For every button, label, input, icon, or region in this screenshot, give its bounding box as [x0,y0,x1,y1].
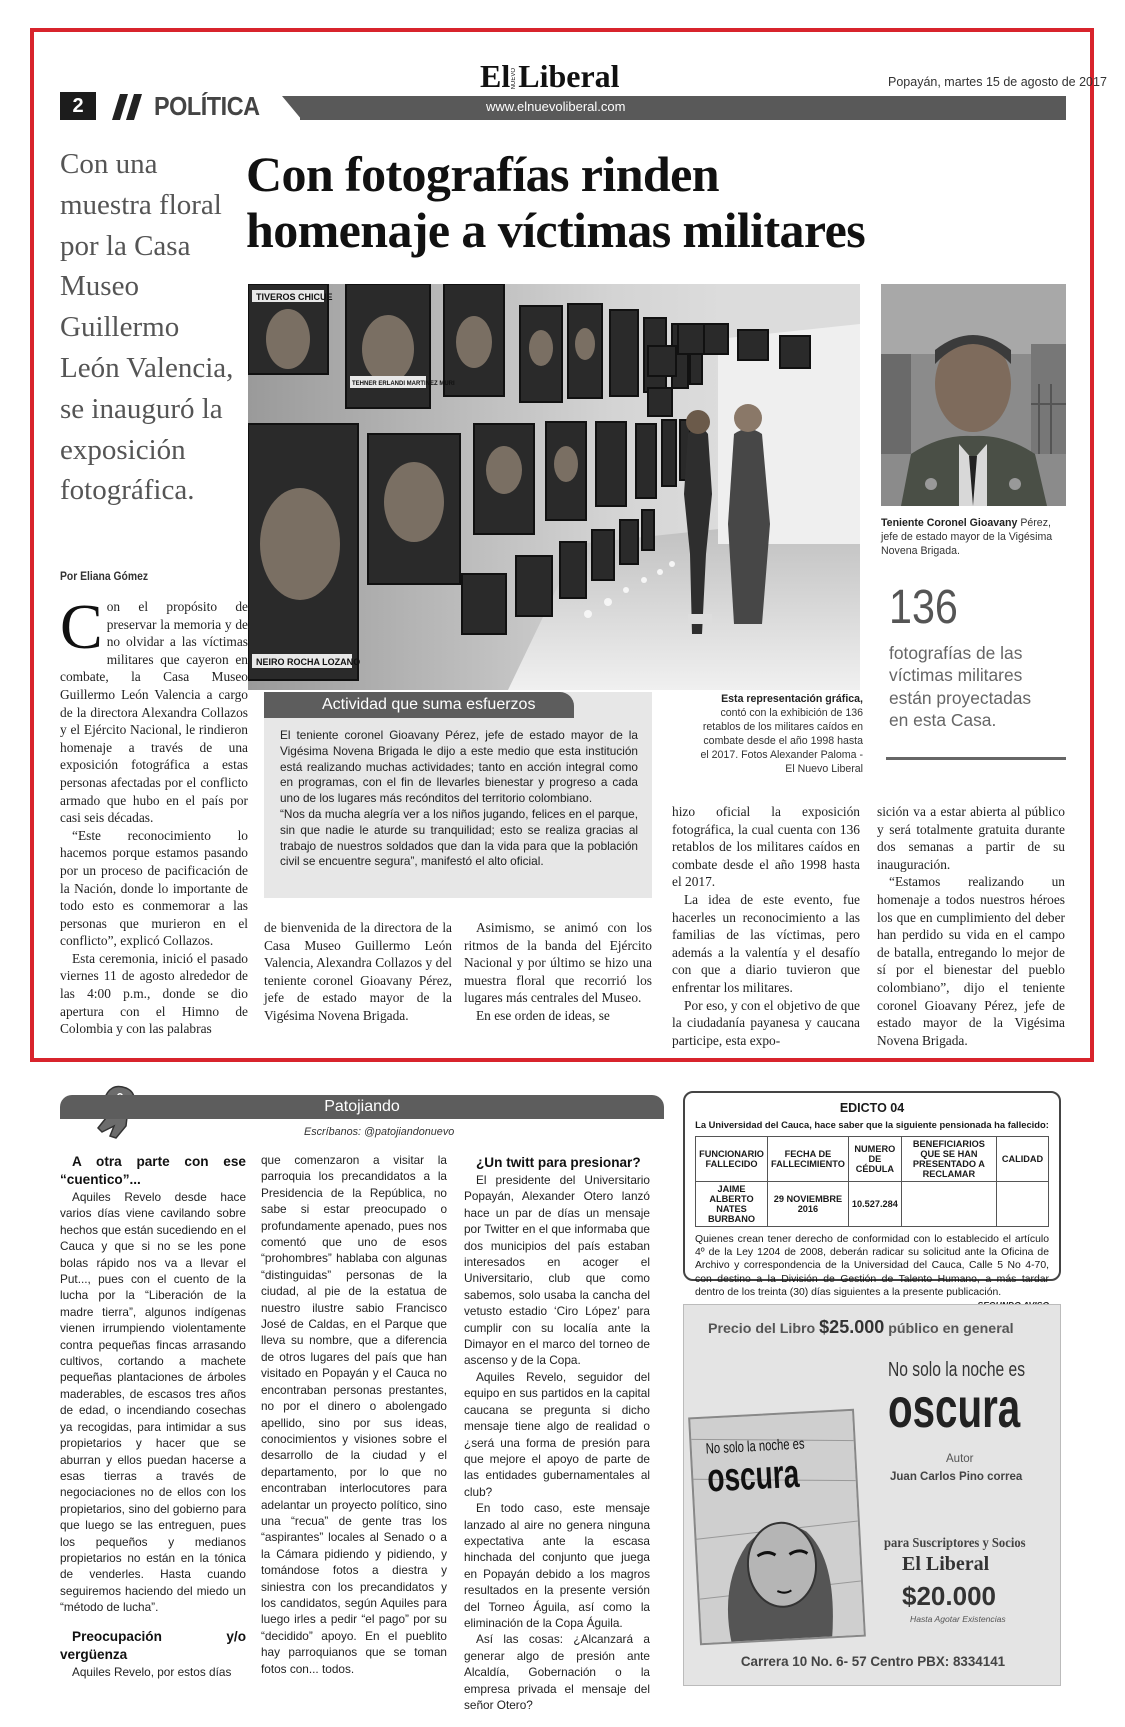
headline-line-2: homenaje a víctimas militares [246,202,866,258]
col3-p1: Asimismo, se animó con los ritmos de la banda del Ejército Nacional y por último se hizo una muestra floral que recorrió los lugares más centrales del Museo. [464,920,652,1006]
cover-text-1: No solo la noche es [705,1435,805,1458]
edicto-body: Quienes crean tener derecho de conformidad con lo establecido el artículo 4º de la Ley 1204 de 2008, deberán radicar su solicitud ante la Oficina de Archivo y correspondencia de la Universidad del Cauca, Calle 5 No 4-70, con destino a la División de Gestión de Talento Humano, a más tardar dentro de los treinta (30) días siguientes a la presente publicación. [695,1234,1049,1298]
edicto-cell [997,1182,1049,1227]
col4-p1: hizo oficial la exposición fotográfica, la cual cuenta con 136 retablos de los militares caídos en combate desde el año 1998 hasta el 2017. [672,804,860,890]
patojiando-h1: A otra parte con ese “cuentico”... [60,1154,246,1187]
patojiando-subtitle: Escríbanos: @patojiandonuevo [304,1126,455,1138]
article-column-4 [672,803,860,1049]
edicto-table [695,1136,1049,1227]
patojiando-c3c: En todo caso, este mensaje lanzado al aire no genera ninguna expectativa ante la escasa hinchada del conjunto que juega en Popayán debido a los magros resultados en la presente versión del Torneo Águila, así como la eliminación de la Copa Águila. [464,1501,650,1630]
col2-p: de bienvenida de la directora de la Casa Museo Guillermo León Valencia, Alexandra Collazos y del teniente coronel Gioavany Pérez, jefe de estado mayor de la Vigésima Novena Brigada. [264,920,452,1023]
book-ad [683,1304,1061,1686]
section-title: POLÍTICA [154,91,260,121]
col3-p2: En ese orden de ideas, se [476,1007,610,1023]
edicto-data-row [696,1182,1049,1227]
inset-box-title: Actividad que suma esfuerzos [322,696,536,713]
newspaper-logo [480,56,620,92]
col4-p2: La idea de este evento, fue hacerles un reconocimiento a las familias de las víctimas, pero además a la valentía y el desafío con que a diario tuvieron que enfrentar los militares. [672,891,860,995]
patojiando-title: Patojiando [324,1098,400,1115]
photo-sign-3: NEIRO ROCHA LOZANO [256,657,361,667]
inset-box-p1: El teniente coronel Gioavany Pérez, jefe de estado mayor de la Vigésima Novena Brigada le dijo a este medio que esta institución está realizando muchas actividades; tanto en acción integral como en programas, con el fin de llevarles bienestar y progreso a cada uno de los lugares más recónditos del territorio colombiano. [280,728,638,806]
ad-author-label: Autor [946,1453,974,1465]
masthead-bar [300,96,1066,120]
edicto-subtitle: La Universidad del Cauca, hace saber que la siguiente pensionada ha fallecido: [695,1119,1049,1130]
headline-line-1: Con fotografías rinden [246,146,719,202]
ad-price-prefix: Precio del Libro [708,1321,816,1337]
article-lead: Con una muestra floral por la Casa Museo Guillermo León Valencia, se inauguró la exposición fotográfica. [60,148,234,507]
ad-price-suffix: público en general [888,1321,1014,1337]
patojiando-c1: Aquiles Revelo desde hace varios días viene cavilando sobre hechos que están sucediendo en el Cauca y que si no se les pone bolas rápido nos va a llevar el Put..., pues con el cuento de la lucha por la “Liberación de la madre tierra”, algunos indígenas vienen irrumpiendo violentamente contra pequeñas fincas arrasando cultivos, cortando a machete pequeñas plantaciones de árboles maderables, de escasos tres años de edad, o incendiando cosechas ya recogidas, para intimidar a sus propietarios y hacer que se aburran y ellos puedan hacerse a esas tierras a través de negociaciones no de ellos con los propietarios, sino del gobierno para que luego se las entreguen, pues los pequeños y medianos propietarios no están en la tónica de venderles. Hasta cuando seguiremos haciendo del miedo un “método de lucha”. [60,1190,246,1615]
ad-subscribers: para Suscriptores y Socios [884,1536,1026,1551]
edicto-cell: JAIME ALBERTO NATES BURBANO [696,1182,768,1227]
byline: Por Eliana Gómez [60,571,149,583]
edicto-box [683,1091,1061,1298]
main-photo-caption [697,692,863,776]
patojiando-c1b: Aquiles Revelo, por estos días [72,1664,232,1679]
main-caption-bold: Esta representación gráfica, [721,693,863,705]
edicto-th: CALIDAD [997,1137,1049,1182]
edicto-th: NUMERO DE CÉDULA [848,1137,901,1182]
article-column-3 [464,919,652,1025]
col5-p2: “Estamos realizando un homenaje a todos nuestros héroes los que en cumplimiento del deber han perdido su vida en el campo de batalla, entregando lo mejor de sí por el bienestar del pueblo colombiano”, dijo el teniente coronel Gioavany Pérez, jefe de estado mayor de la Vigésima Novena Brigada. [877,874,1065,1048]
main-photo [248,284,860,690]
ad-logo [902,1553,989,1576]
stat-text: fotografías de las víctimas militares están proyectadas en esta Casa. [889,643,1032,731]
patojiando-column-1 [60,1153,246,1680]
col5-p1: sición va a estar abierta al público y será totalmente gratuita durante dos semanas a partir de su inauguración. [877,804,1065,872]
inset-box-p2: “Nos da mucha alegría ver a los niños jugando, felices en el parque, sin que nadie le aturde su tranquilidad; esto se realiza gracias al trabajo de nuestros soldados que dan la vida para que la población civil se encuentre segura”, manifestó el alto oficial. [280,806,638,869]
edicto-header-row [696,1137,1049,1182]
ad-author: Juan Carlos Pino correa [890,1471,1023,1483]
logo-el: El [480,58,511,94]
page-number: 2 [72,95,84,117]
ad-title-2: oscura [888,1376,1021,1439]
book-cover [688,1409,866,1645]
main-caption-text: contó con la exhibición de 136 retablos de los militares caídos en combate desde el año 1998 hasta el 2017. Fotos Alexander Paloma - El Nuevo Liberal [700,707,863,775]
edicto-th: FECHA DE FALLECIMIENTO [768,1137,849,1182]
issue-date: Popayán, martes 15 de agosto de 2017 [888,75,1107,89]
inset-box-header [264,692,574,718]
ad-logo-liberal: Liberal [925,1553,990,1575]
patojiando-column-3 [464,1154,650,1713]
headline [246,146,865,258]
patojiando-c3d: Así las cosas: ¿Alcanzará a generar algo de presión ante Alcaldía, Gobernación o la empresa privada el mensaje del señor Otero? [464,1632,650,1712]
edicto-cell: 10.527.284 [848,1182,901,1227]
drop-cap: C [60,591,103,662]
side-caption-text: Pérez, jefe de estado mayor de la Vigésima Novena Brigada. [881,517,1053,557]
article-column-5 [877,803,1065,1049]
website-link[interactable]: www.elnuevoliberal.com [486,99,626,114]
inset-box [264,692,652,898]
photo-sign-1: TIVEROS CHICUE [256,292,333,302]
logo-liberal: Liberal [518,58,620,94]
ad-price-line [708,1317,1014,1338]
ad-logo-el: El [902,1553,921,1575]
edicto-title: EDICTO 04 [839,1101,905,1115]
patojiando-header [60,1095,664,1119]
patojiando-h3: ¿Un twitt para presionar? [476,1155,641,1170]
patojiando-c3a: El presidente del Universitario Popayán, Alexander Otero lanzó hace un par de días un mensaje por Twitter en el que informaba que dos municipios del país estaban interesados en acoger el Universitario, club que como sabemos, solo usaba la cancha del vetusto estadio ‘Ciro López’ para cumplir con su localía ante la Dimayor en el marco del torneo de ascenso y de la Copa. [464,1173,650,1368]
side-photo-caption [881,516,1065,558]
patojiando-h2: Preocupación y/o vergüenza [60,1628,246,1662]
page-number-box [60,92,96,120]
logo-nuevo: NUEVO [511,67,518,89]
col1-p3: Esta ceremonia, inició el pasado viernes 11 de agosto alrededor de las 4:00 p.m., donde se dio apertura con el Himno de Colombia y con las palabras [60,950,248,1037]
article-column-1 [60,591,248,1038]
edicto-th: BENEFICIARIOS QUE SE HAN PRESENTADO A RECLAMAR [901,1137,996,1182]
stat-number: 136 [889,581,958,634]
cover-text-2: oscura [706,1451,801,1501]
ad-subscriber-price: $20.000 [902,1581,996,1611]
ad-title-1: No solo la noche es [888,1359,1026,1381]
article-column-2 [264,919,452,1025]
ad-price: $25.000 [819,1317,885,1337]
patojiando-c2: que comenzaron a visitar la parroquia los precandidatos a la Presidencia de la República, no sabe si estar preocupado o profundamente apenado, pues nos comentó que uno de esos “prohombres” hablaba con algunas “distinguidas” personas de la ciudad, al pie de la estatua de nuestro ilustre sabio Francisco José de Caldas, en el Parque que lleva su nombre, que a diferencia de otros lugares del país que han visitado en Popayán y el Cauca no encontraban personas prestantes, no por el dinero o abolengado apellido, sino por sus ideas, conocimientos y visiones sobre el desarrollo de la ciudad y el departamento, por lo que no encontraban interlocutores para adelantar un proyecto político, sino una “recua” de gente tras los “aspirantes” locales al Senado o a la Cámara pidiendo y pidiendo, y tomándose fotos a diestra y siniestra con los precandidatos y los candidatos, según Aquiles para luego irles a pedir “el pago” por su “decidido” apoyo. En el pueblito hay parroquianos que se toman fotos con... todos. [261,1153,447,1676]
edicto-cell [901,1182,996,1227]
inset-box-body [280,728,638,870]
patojiando-c3b: Aquiles Revelo, seguidor del equipo en sus partidos en la capital caucana se pregunta si dicho mensaje tiene algo de realidad o ¿será una forma de presión para que mejore el apoyo de parte de las entidades gubernamentales al club? [464,1369,650,1499]
masthead-bar-wedge [282,96,302,120]
col1-first: on el propósito de preservar la memoria y de no olvidar a las víctimas militares que cayeron en combate, la Casa Museo Guillermo León Valencia a cargo de la directora Alexandra Collazos y el Ejército Nacional, le rindieron homenaje a través de una exposición fotográfica a estas personas afectadas por el conflicto armado que hubo en el país por casi seis décadas. [60,599,248,826]
col4-p3: Por eso, y con el objetivo de que la ciudadanía payanesa y caucana participe, esta expo- [672,997,860,1048]
edicto-cell: 29 NOVIEMBRE 2016 [768,1182,849,1227]
photo-sign-2: TEHNER ERLANDI MARTINEZ MURI [352,381,455,387]
ad-stock-note: Hasta Agotar Existencias [910,1614,1006,1624]
edicto-th: FUNCIONARIO FALLECIDO [696,1137,768,1182]
side-photo [881,284,1066,506]
ad-address: Carrera 10 No. 6- 57 Centro PBX: 8334141 [740,1654,1006,1669]
section-slashes [112,94,146,120]
col1-p2: “Este reconocimiento lo hacemos porque estamos pasando por un proceso de pacificación de la Nación, donde lo importante de todo esto es conmemorar a las personas que murieron en el conflicto”, explicó Collazos. [60,827,248,949]
side-caption-bold: Teniente Coronel Gioavany [881,517,1018,529]
patojiando-column-2 [261,1152,447,1677]
stat-underline [886,757,1066,760]
